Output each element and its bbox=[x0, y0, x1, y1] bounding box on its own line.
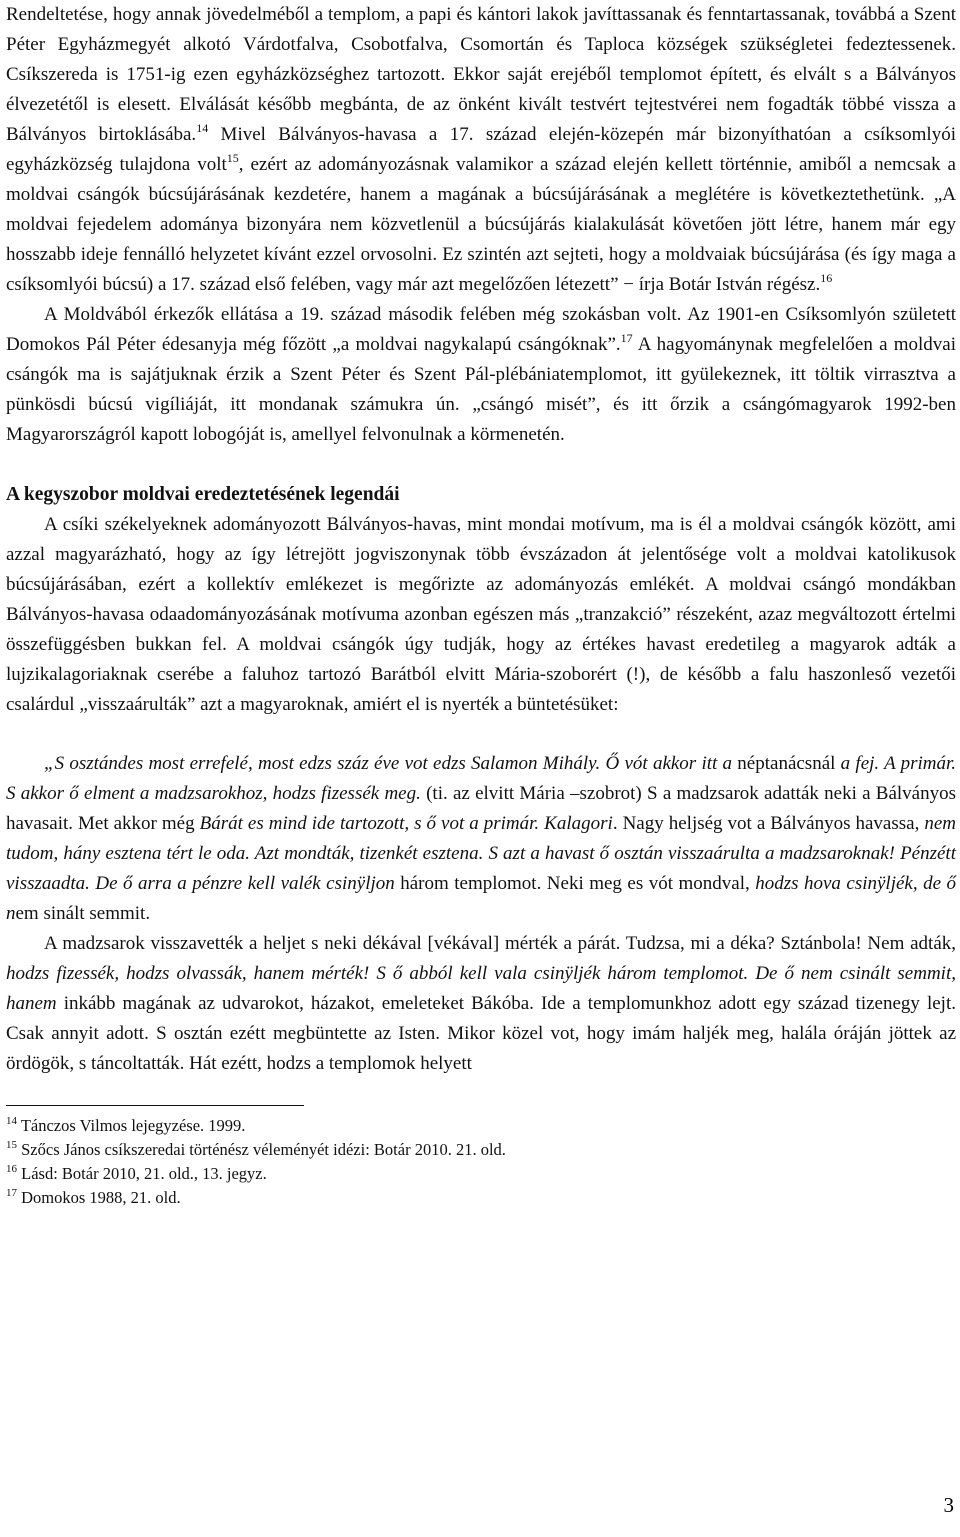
paragraph-text: Mivel Bálványos-havasa a 17. század elején-közepén már bizonyíthatóan a csíksomlyói egyházközség tulajdona volt bbox=[6, 124, 956, 175]
quote-italic-run: nem tudom, hány esztena tért le oda. Azt mondták, tizenkét esztena. S azt a havast ő osztán visszaárulta a madzsaroknak! Pénzétt visszaadta. De ő arra a pénzre kell valék csinÿljon bbox=[6, 813, 956, 894]
paragraph-text: A Moldvából érkezők ellátása a 19. század második felében még szokásban volt. Az 1901-en Csíksomlyón született Domokos Pál Péter édesanyja még főzött „a moldvai nagykalapú csángóknak”. bbox=[6, 304, 956, 355]
quote-italic-run: hodzs hova csinÿljék, de ő n bbox=[6, 873, 956, 924]
footnote-text: Lásd: Botár 2010, 21. old., 13. jegyz. bbox=[17, 1164, 267, 1183]
quote-paragraph-1 bbox=[6, 749, 956, 929]
footnote-14 bbox=[6, 1114, 956, 1138]
footnote-ref-17[interactable]: 17 bbox=[620, 330, 633, 345]
document-page bbox=[6, 0, 956, 1210]
section bbox=[6, 480, 956, 720]
paragraph-text: A hagyománynak megfelelően a moldvai csángók ma is sajátjuknak érzik a Szent Péter és Szent Pál-plébániatemplomot, itt gyülekeznek, itt töltik virrasztva a pünkösdi búcsú vigíliáját, itt mondanak számukra ún. „csángó misét”, és itt őrzik a csángómagyarok 1992-ben Magyarországról kapott lobogóját is, amellyel felvonulnak a körmenetén. bbox=[6, 334, 956, 445]
footnote-text: Szőcs János csíkszeredai történész véleményét idézi: Botár 2010. 21. old. bbox=[17, 1140, 506, 1159]
quote-paragraph-2 bbox=[6, 929, 956, 1079]
paragraph-text: , ezért az adományozásnak valamikor a század elején kellett történnie, amiből a nemcsak a moldvai csángók búcsújárásának kezdetére, hanem a magának a búcsújárásának a meglétére is következtethetünk. „A moldvai fejedelem adománya bizonyára nem közvetlenül a búcsújárás kialakulását követően jött létre, hanem már egy hosszabb ideje fennálló helyzetet kívánt ezzel orvosolni. Ez szintén azt sejteti, hogy a moldvaiak búcsújárása (és így maga a csíksomlyói búcsú) a 17. század első felében, vagy már azt megelőzően létezett” − írja Botár István régész. bbox=[6, 154, 956, 295]
footnote-text: Domokos 1988, 21. old. bbox=[17, 1188, 181, 1207]
footnote-ref-15[interactable]: 15 bbox=[226, 150, 239, 165]
footnote-ref-14[interactable]: 14 bbox=[196, 120, 209, 135]
footnote-ref-16[interactable]: 16 bbox=[820, 270, 833, 285]
quote-run: em sinált semmit. bbox=[15, 903, 151, 924]
quote-run: inkább magának az udvarokot, házakot, emeleteket Bákóba. Ide a templomunkhoz adott egy század tizenegy lejt. Csak annyit adott. S osztán ezétt megbüntette az Isten. Mikor közel vot, hogy imám haljék meg, halála óráján jöttek az ördögök, s táncoltatták. Hát ezétt, hodzs a templomok helyett bbox=[6, 993, 956, 1074]
paragraph-3: A csíki székelyeknek adományozott Bálványos-havas, mint mondai motívum, ma is él a moldvai csángók között, ami azzal magyarázható, hogy az így létrejött jogviszonynak több évszázadon át jelentősége volt a moldvai katolikusok búcsújárásában, ezért a kollektív emlékezet is megőrizte az adományozás emlékét. A moldvai csángó mondákban Bálványos-havasa odaadományozásának motívuma azonban egészen más „tranzakció” részeként, azaz megváltozott értelmi összefüggésben bukkan fel. A moldvai csángók úgy tudják, hogy az értékes havast eredetileg a magyarok adták a lujzikalagoriaknak cserébe a faluhoz tartozó Barátból elvitt Mária-szoborért (!), de később a falu haszonleső vezetői csalárdul „visszaárulták” azt a magyaroknak, amiért el is nyerték a büntetésüket: bbox=[6, 514, 956, 715]
quote-italic-run: „S osztándes most errefelé, most edzs száz éve vot edzs Salamon Mihály. Ő vót akkor itt a bbox=[44, 753, 738, 774]
paragraph-1 bbox=[6, 0, 956, 300]
quote-italic-run: Bárát es mind ide tartozott, s ő vot a primár. Kalagori bbox=[199, 813, 613, 834]
footnote-15 bbox=[6, 1138, 956, 1162]
footnote-16 bbox=[6, 1162, 956, 1186]
section-heading: A kegyszobor moldvai eredeztetésének legendái bbox=[6, 484, 400, 505]
quote-italic-run: hodzs fizessék, hodzs olvassák, hanem mérték! S ő abból kell vala csinÿljék három templomot. De ő nem csinált semmit, hanem bbox=[6, 963, 956, 1014]
footnote-number: 15 bbox=[6, 1138, 17, 1151]
paragraph-text: Rendeltetése, hogy annak jövedelméből a templom, a papi és kántori lakok javíttassanak és fenntartassanak, továbbá a Szent Péter Egyházmegyét alkotó Várdotfalva, Csobotfalva, Csomortán és Taploca községek szükségletei fedeztessenek. Csíkszereda is 1751-ig ezen egyházközséghez tartozott. Ekkor saját erejéből templomot épített, és elvált s a Bálványos élvezetétől is elesett. Elválását később megbánta, de az önként kivált testvért tejtestvérei nem fogadták többé vissza a Bálványos birtoklásába. bbox=[6, 4, 956, 145]
footnote-number: 16 bbox=[6, 1162, 17, 1175]
quote-italic-run: a fej. A primár. S akkor ő elment a madzsarokhoz, hodzs fizessék meg. bbox=[6, 753, 957, 804]
quote-run: (ti. az elvitt Mária –szobrot) S a madzsarok adatták neki a Bálványos havasait. Met akkor még bbox=[6, 783, 956, 834]
quotation bbox=[6, 749, 956, 1079]
quote-run: A madzsarok visszavették a heljet s neki dékával [vékával] mérték a párát. Tudzsa, mi a déka? Sztánbola! Nem adták, bbox=[44, 933, 956, 954]
footnote-17 bbox=[6, 1186, 956, 1210]
quote-run: . Nagy heljség vot a Bálványos havassa, bbox=[612, 813, 925, 834]
footnote-divider bbox=[6, 1105, 304, 1106]
paragraph-2 bbox=[6, 300, 956, 450]
quote-run: néptanácsnál bbox=[737, 753, 841, 774]
footnote-text: Tánczos Vilmos lejegyzése. 1999. bbox=[17, 1116, 246, 1135]
footnote-number: 14 bbox=[6, 1114, 17, 1127]
page-number: 3 bbox=[943, 1493, 954, 1517]
quote-run: három templomot. Neki meg es vót mondval, bbox=[400, 873, 756, 894]
footnotes bbox=[6, 1114, 956, 1210]
footnote-number: 17 bbox=[6, 1186, 17, 1199]
